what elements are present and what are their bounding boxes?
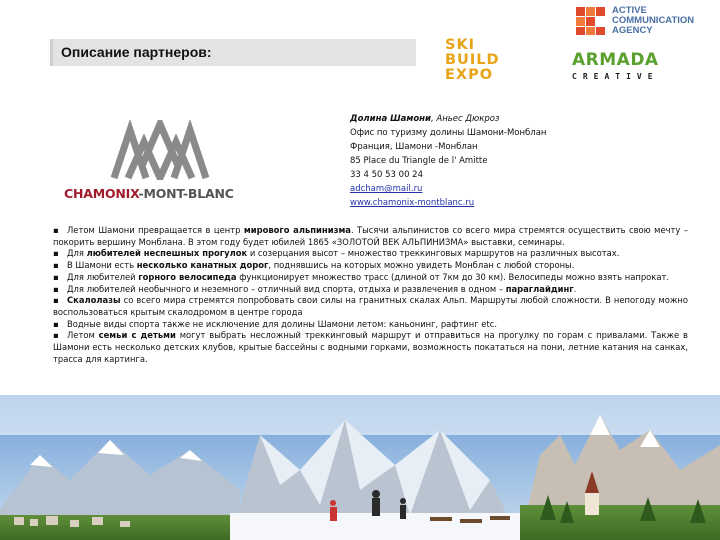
chamonix-logo-text: CHAMONIX-MONT-BLANC [64, 186, 234, 201]
paragraph-cycling: ▪ Для любителей горного велосипеда функционирует множество трасс (длиной от 7км до 30 км). Велосипеды можно взять напрокат. [53, 271, 670, 282]
aca-logo-text: ACTIVE COMMUNICATION AGENCY [612, 5, 695, 36]
partner-contact [350, 112, 600, 210]
contact-office: Офис по туризму долины Шамони-Монблан [350, 128, 547, 138]
resort-photo-collage [0, 395, 720, 540]
paragraph-climbing: ▪ Скалолазы со всего мира стремятся попробовать свои силы на гранитных скалах Альп. Маршруты любой сложности. В непогоду можно воспользоваться крытым скалодромом в центре города [53, 295, 688, 317]
paragraph-families: ▪ Летом семьи с детьми могут выбрать несложный треккинговый маршрут и отправиться на прогулку по горам с привалами. Также в Шамони есть несколько детских клубов, крытые бассейны с водными горками, возможность покататься на пони, летние катания на санках, трасса для картинга. [53, 330, 688, 364]
contact-phone: 33 4 50 53 00 24 [350, 170, 423, 180]
paragraph-mountaineering: ▪ Летом Шамони превращается в центр мирового альпинизма. Тысячи альпинистов со всего мира стремятся осуществить свою мечту – покорить вершину Монблана. В этом году будет юбилей 1865 «ЗОЛОТОЙ ВЕК АЛЬПИНИЗМА» выставки, семинары. [53, 225, 689, 247]
contact-location: Франция, Шамони -Монблан [350, 142, 478, 152]
contact-name: Долина Шамони, Аньес Дюкроз [350, 114, 500, 124]
paragraph-trekking: ▪ Для любителей неспешных прогулок и созерцания высот – множество треккинговых маршрутов на различных высотах. [53, 248, 620, 259]
section-header [50, 39, 416, 66]
paragraph-cable-cars: ▪ В Шамони есть несколько канатных дорог, поднявшись на которых можно увидеть Монблан с любой стороны. [53, 260, 575, 271]
contact-website-link[interactable]: www.chamonix-montblanc.ru [350, 198, 475, 208]
page-title: Описание партнеров: [61, 44, 212, 60]
partner-description [53, 225, 688, 365]
paragraph-paragliding: ▪ Для любителей необычного и неземного – отличный вид спорта, отдыха и развлечения в одном – параглайдинг. [53, 283, 577, 294]
chamonix-mountains-icon [110, 120, 210, 180]
ski-build-expo-logo: SKI BUILD EXPO [445, 37, 500, 83]
contact-address: 85 Place du Triangle de l' Amitte [350, 156, 488, 166]
armada-logo: ARMADA CREATIVE [572, 50, 659, 81]
aca-logo-icon [576, 7, 606, 35]
contact-email-link[interactable]: adcham@mail.ru [350, 184, 423, 194]
paragraph-water-sports: ▪ Водные виды спорта также не исключение для долины Шамони летом: каньонинг, рафтинг etc. [53, 318, 498, 329]
